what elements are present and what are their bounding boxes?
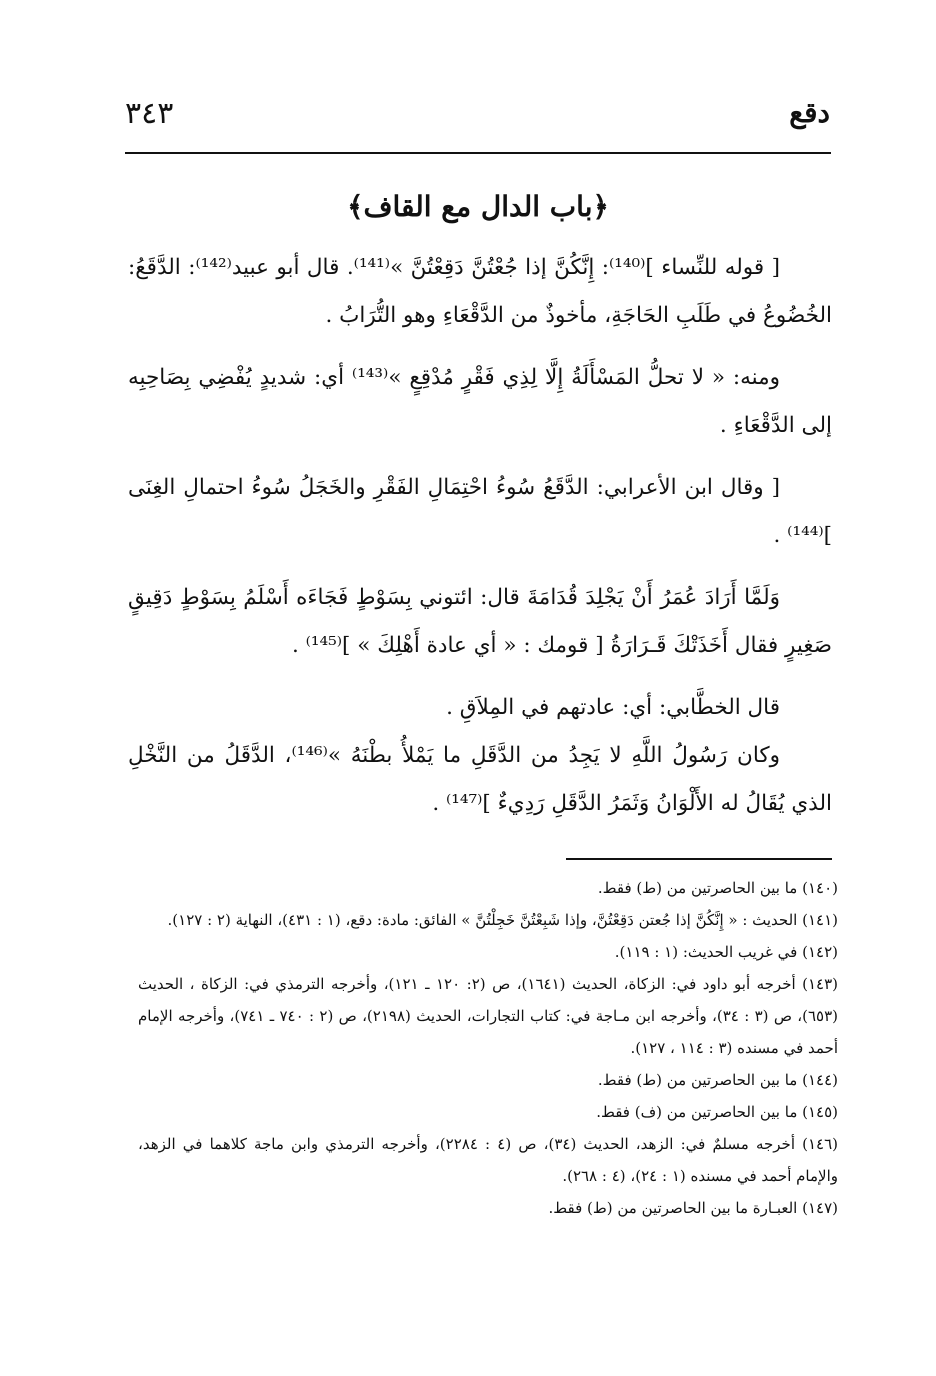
footnote: (١٤٠) ما بين الحاصرتين من (ط) فقط. bbox=[597, 879, 838, 897]
paragraph: [ وقال ابن الأعرابي: الدَّقَعُ سُوءُ احْتِمَالِ الفَقْرِ والخَجَلُ سُوءُ احتمالِ الغِنَى ]⁽¹⁴⁴⁾ . bbox=[128, 475, 832, 548]
running-header bbox=[125, 96, 830, 146]
footnote: (١٤٧) العبـارة ما بين الحاصرتين من (ط) فقط. bbox=[548, 1199, 838, 1217]
footnotes bbox=[138, 872, 838, 1224]
paragraph: قال الخطَّابي: أي: عادتهم في المِلاَقِ . bbox=[446, 695, 780, 720]
footnote: (١٤٢) في غريب الحديث: (١ : ١١٩). bbox=[614, 943, 838, 961]
paragraph: ومنه: « لا تحلُّ المَسْأَلَةُ إِلَّا لِذِي فَقْرٍ مُدْقِعٍ »⁽¹⁴³⁾ أي: شديدٍ يُفْضِي بِصَاحِبِه إلى الدَّقْعَاءِ . bbox=[128, 365, 832, 438]
footnote: (١٤٥) ما بين الحاصرتين من (ف) فقط. bbox=[596, 1103, 838, 1121]
page-number: ٣٤٣ bbox=[125, 96, 174, 131]
header-rule bbox=[125, 152, 831, 154]
main-text bbox=[128, 244, 832, 842]
footnote: (١٤٦) أخرجه مسلمٌ في: الزهد، الحديث (٣٤)، ص (٤ : ٢٢٨٤)، وأخرجه الترمذي وابن ماجة كلاهما في الزهد، والإمام أحمد في مسنده (١ : ٢٤)، (٤ : ٢٦٨). bbox=[138, 1135, 839, 1185]
footnote: (١٤٣) أخرجه أبو داود في: الزكاة، الحديث (١٦٤١)، ص (٢: ١٢٠ ـ ١٢١)، وأخرجه الترمذي في: الزكاة ، الحديث (٦٥٣)، ص (٣ : ٣٤)، وأخرجه ابن مـاجة في: كتاب التجارات، الحديث (٢١٩٨)، ص (٢ : ٧٤٠ ـ ٧٤١)، وأخرجه الإمام أحمد في مسنده (٣ : ١١٤ ، ١٢٧). bbox=[138, 975, 839, 1057]
footnote: (١٤١) الحديث : « إِنَّكُنَّ إذا جُعتن دَقِعْتُنَّ، وإذا شَبِعْتُنَّ خَجِلْتُنَّ » الفائق: مادة: دقع، (١ : ٤٣١)، النهاية (٢ : ١٢٧). bbox=[167, 911, 838, 929]
entry-word: دقع bbox=[789, 96, 830, 129]
footnote-rule bbox=[566, 858, 832, 860]
paragraph: [ قوله للنِّساء ]⁽¹⁴⁰⁾: إِنَّكُنَّ إذا جُعْتُنَّ دَقِعْتُنَّ »⁽¹⁴¹⁾. قال أبو عبيد⁽¹⁴²⁾: الدَّقَعُ: الخُضُوعُ في طَلَبِ الحَاجَةِ، مأخوذٌ من الدَّقْعَاءِ وهو التُّرَابُ . bbox=[128, 255, 832, 328]
paragraph: وَلَمَّا أَرَادَ عُمَرُ أَنْ يَجْلِدَ قُدَامَةَ قال: ائتوني بِسَوْطٍ فَجَاءَه أَسْلَمُ بِسَوْطٍ دَقِيقٍ صَغِيرٍ فقال أَخَذَتْكَ قَـرَارَةُ [ قومك : « أي عادة أَهْلِكَ » ]⁽¹⁴⁵⁾ . bbox=[128, 585, 832, 658]
chapter-title: ﴿باب الدال مع القاف﴾ bbox=[347, 190, 609, 223]
footnote: (١٤٤) ما بين الحاصرتين من (ط) فقط. bbox=[597, 1071, 838, 1089]
paragraph: وكان رَسُولُ اللَّهِ لا يَجِدُ من الدَّقَلِ ما يَمْلأُ بطْنَهُ »⁽¹⁴⁶⁾، الدَّقَلُ من النَّخْلِ الذي يُقَالُ له الأَلْوَانُ وَثَمَرُ الدَّقَلِ رَدِيءٌ ]⁽¹⁴⁷⁾ . bbox=[128, 743, 832, 816]
